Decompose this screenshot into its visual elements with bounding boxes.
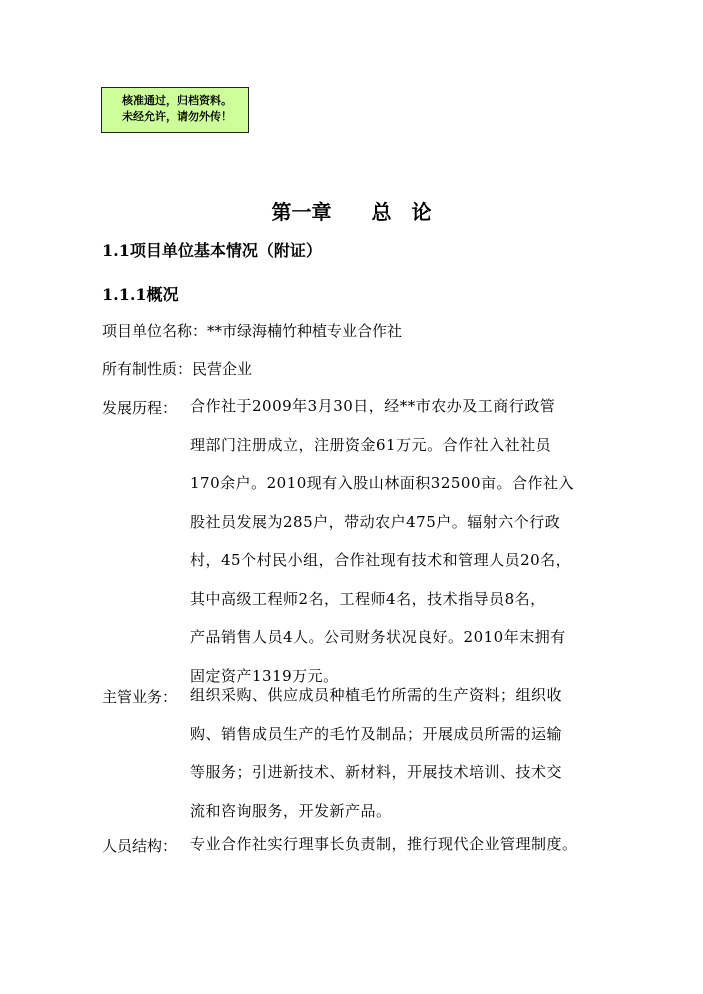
history-line: 170余户。2010现有入股山林面积32500亩。合作社入 [190, 474, 575, 492]
business-line: 组织采购、供应成员种植毛竹所需的生产资料；组织收 [190, 686, 563, 704]
chapter-heading [0, 196, 703, 225]
history-line: 产品销售人员4人。公司财务状况良好。2010年末拥有 [190, 628, 566, 646]
history-label: 发展历程： [102, 399, 178, 417]
history-line: 理部门注册成立，注册资金61万元。合作社入社社员 [190, 435, 552, 454]
stamp-line-1: 核准通过，归档资料。 [122, 94, 232, 107]
business-text [190, 676, 626, 830]
chapter-title: 总 论 [371, 200, 432, 224]
history-line: 村，45个村民小组，合作社现有技术和管理人员20名， [190, 551, 572, 569]
history-line: 合作社于2009年3月30日，经**市农办及工商行政管 [190, 397, 556, 415]
staff-text [190, 825, 626, 864]
section-heading-1-1-1: 1.1.1概况 [102, 285, 179, 304]
business-line: 流和咨询服务，开发新产品。 [190, 801, 392, 820]
history-line: 固定资产1319万元。 [190, 666, 339, 685]
approval-stamp [101, 87, 249, 133]
history-line: 股社员发展为285户，带动农户475户。辐射六个行政 [190, 512, 561, 531]
stamp-line-2: 未经允许，请勿外传！ [122, 110, 232, 123]
staff-label: 人员结构： [102, 837, 178, 855]
business-line: 等服务；引进新技术、新材料，开展技术培训、技术交 [190, 763, 563, 781]
history-text [190, 387, 626, 695]
chapter-number: 第一章 [271, 200, 332, 224]
unit-name-field: 项目单位名称：**市绿海楠竹种植专业合作社 [102, 322, 403, 340]
business-line: 购、销售成员生产的毛竹及制品；开展成员所需的运输 [190, 724, 563, 743]
section-heading-1-1: 1.1项目单位基本情况（附证） [102, 241, 322, 260]
history-line: 其中高级工程师2名，工程师4名，技术指导员8名， [190, 589, 546, 608]
business-label: 主管业务： [102, 688, 178, 706]
staff-line: 专业合作社实行理事长负责制，推行现代企业管理制度。 [190, 835, 578, 853]
ownership-field: 所有制性质：民营企业 [102, 360, 253, 378]
